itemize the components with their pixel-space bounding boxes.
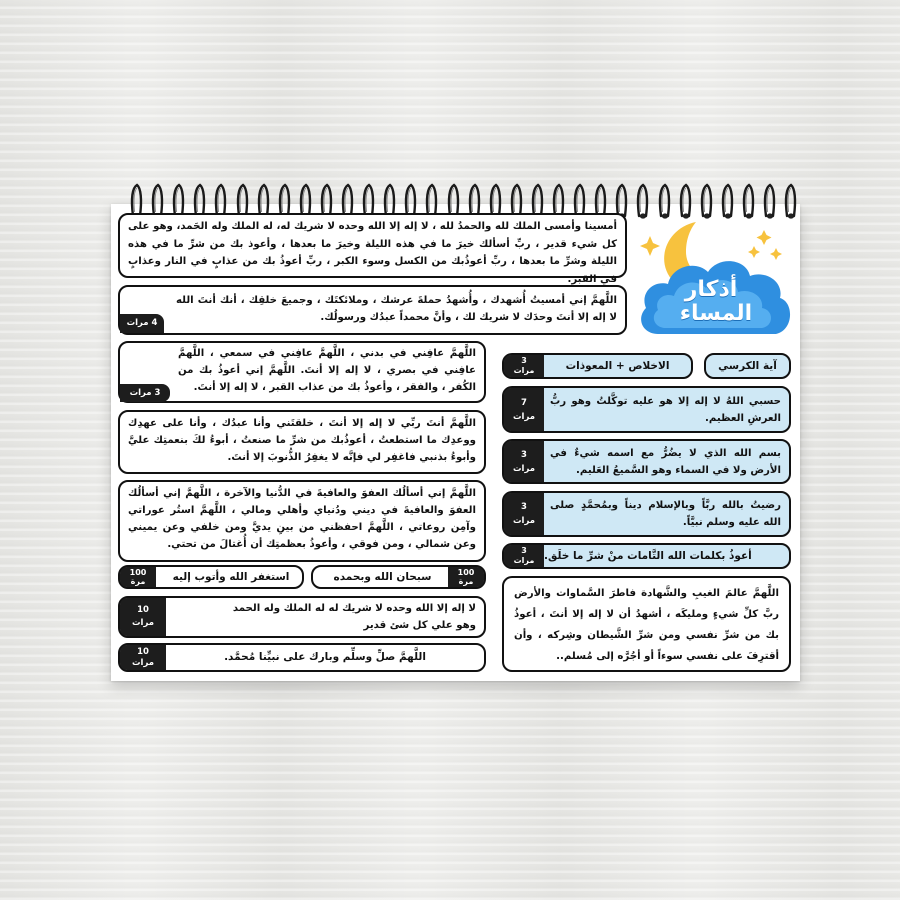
count-number: 100 xyxy=(457,568,475,577)
dhikr-text: استغفر الله وأتوب إليه xyxy=(172,570,290,583)
count-badge xyxy=(504,545,544,567)
dhikr-kalimat xyxy=(502,543,791,569)
count-number: 3 xyxy=(521,546,527,555)
dhikr-text: اللَّهمَّ أنتَ ربِّي لا إله إلا أنتَ ، خلقتَني وأنا عبدُك ، وأنا على عهدِك ووعدِك ما استطعتُ ، أعوذُبك من شرِّ ما صنعتُ ، أبوءُ لكَ بنعمتِك عليَّ وأبوءُ بذنبي فاغفِر لي فإنَّه لا يغفِرُ الذُّنوبَ إلا أنتَ. xyxy=(128,418,476,463)
dhikr-text: اللَّهمَّ عافِني في بدني ، اللَّهمَّ عافِني في سمعي ، اللَّهمَّ عافِني في بصري ، لا إله إلا أنتَ. اللَّهمَّ إني أعوذُ بك من الكُفر ، والفقر ، وأعوذُ بك من عذاب القبر ، لا إله إلا أنتَ. xyxy=(178,348,476,393)
count-badge xyxy=(504,355,544,377)
count-number: 3 xyxy=(521,449,527,460)
count-unit: مرات xyxy=(132,618,155,628)
dhikr-salat xyxy=(118,643,486,672)
dhikr-text: سبحان الله وبحمده xyxy=(333,570,432,583)
title-line-2: المساء xyxy=(679,301,753,326)
dhikr-afini xyxy=(118,341,486,403)
dhikr-muawwidhat xyxy=(502,353,693,379)
dhikr-text xyxy=(170,600,476,634)
count-badge xyxy=(448,567,484,587)
dhikr-tahlil xyxy=(118,596,486,638)
dhikr-astaghfirullah xyxy=(118,565,304,589)
dhikr-line-1: لا إله إلا الله وحده لا شريك له له الملك وله الحمد xyxy=(232,603,476,614)
count-badge: 4 مرات xyxy=(120,314,164,333)
count-unit: مرات xyxy=(513,556,535,565)
count-badge xyxy=(504,441,544,482)
dhikr-text: أعوذُ بكلمات الله التَّامات منْ شرِّ ما خلَق. xyxy=(544,549,752,562)
dhikr-alim-ghayb xyxy=(502,576,791,672)
count-badge xyxy=(120,567,156,587)
count-unit: مرات xyxy=(513,366,535,375)
dhikr-text: أمسينا وأمسى الملك لله والحمدُ لله ، لا إله إلا الله وحده لا شريك له، له الملك وله الحَمد، وهو على كل شيء قدير ، ربِّ أسألك خيرَ ما في هذه الليلة وخيرَ ما بعدها ، وأعوذ بك من شرِّ ما في هذه الليلة وشرِّ ما بعدها ، ربِّ أعوذُبك من الكسل وسوء الكبر ، ربِّ أعوذُ بك من عذابٍ في النار وعذابٍ في القبر. xyxy=(128,221,617,285)
count-badge xyxy=(504,493,544,535)
count-unit: مرة xyxy=(458,577,474,586)
count-badge: 3 مرات xyxy=(120,384,170,402)
count-number: 3 xyxy=(521,356,527,365)
count-number: 7 xyxy=(521,397,527,408)
dhikr-bismillah xyxy=(502,439,791,484)
dhikr-text: رضيتُ بالله ربَّاً وبالإسلام ديناً وبمُحمَّدٍ صلى الله عليه وسلم نبيَّاً. xyxy=(550,500,781,528)
title-artwork xyxy=(636,210,796,342)
dhikr-text: اللَّهمَّ صلِّ وسلِّم وبارك على نبيِّنا مُحمَّد. xyxy=(224,651,426,663)
dhikr-text: اللَّهمَّ عالمَ الغيبِ والشَّهادة فاطرَ السَّماوات والأرض ربَّ كلِّ شيءٍ ومليكَه ، أشهدُ أن لا إله إلا أنتَ ، أعوذُ بك من شرِّ نفسي ومن شرِّ الشَّيطان وشِركه ، وأن أقترِفَ على نفسي سوءاً أو أجُرَّه إلى مُسلم.. xyxy=(514,588,779,662)
count-badge xyxy=(120,598,166,636)
dhikr-text: الاخلاص + المعوذات xyxy=(565,359,670,372)
count-unit: مرات xyxy=(132,657,155,668)
dhikr-text: بسم الله الذي لا يضُرُّ مع اسمه شيءٌ في الأرض ولا في السماء وهو السَّميعُ العَليم. xyxy=(550,448,781,476)
title-line-1: أذكار xyxy=(684,277,738,302)
dhikr-text: آية الكرسي xyxy=(718,359,777,372)
dhikr-text: اللَّهمَّ إني أمسيتُ أُشهدك ، وأُشهدُ حملةَ عرشك ، وملائكتَك ، وجميعَ خلقِك ، أنك أنتَ الله لا إله إلا أنتَ وحدَك لا شريك لك ، وأنَّ محمداً عبدُك ورسولُك. xyxy=(176,295,617,323)
dhikr-amsayna xyxy=(118,213,627,285)
count-unit: مرة xyxy=(130,577,146,586)
dhikr-radhitu xyxy=(502,491,791,537)
dhikr-line-2: وهو علي كل شئ قدير xyxy=(363,620,476,631)
dhikr-text: اللَّهمَّ إني أسألُك العفوَ والعافيةَ في الدُّنيا والآخرة ، اللَّهمَّ إني أسألُك العفوَ والعافيةَ في ديني ودُنياي وأهلي ومالي ، اللَّهمَّ استُر عوراتي وآمِن روعاتي ، اللَّهمَّ احفظني من بينِ يديَّ ومن خلفي وعن يميني وعن شمالي ، ومن فوقي ، وأعوذُ بعظمتِك أن أُغتالَ من تحتي. xyxy=(128,488,476,550)
count-number: 100 xyxy=(129,568,147,577)
dhikr-subhanallah xyxy=(311,565,486,589)
count-number: 3 xyxy=(521,502,527,512)
dhikr-ashhaduk xyxy=(118,285,627,335)
count-badge xyxy=(504,388,544,431)
count-badge xyxy=(120,645,166,670)
count-unit: مرات xyxy=(513,411,536,422)
count-number: 10 xyxy=(137,646,149,657)
dhikr-ayat-kursi xyxy=(704,353,791,379)
count-number: 10 xyxy=(137,605,149,615)
dhikr-afw-afiya xyxy=(118,480,486,562)
dhikr-hasbi xyxy=(502,386,791,433)
dhikr-sayyid-istighfar xyxy=(118,410,486,474)
count-unit: مرات xyxy=(513,516,536,526)
dhikr-text: حسبي اللهُ لا إله إلا هو عليه توكَّلتُ وهو ربُّ العرشِ العظيم. xyxy=(550,396,781,424)
count-unit: مرات xyxy=(513,463,536,474)
